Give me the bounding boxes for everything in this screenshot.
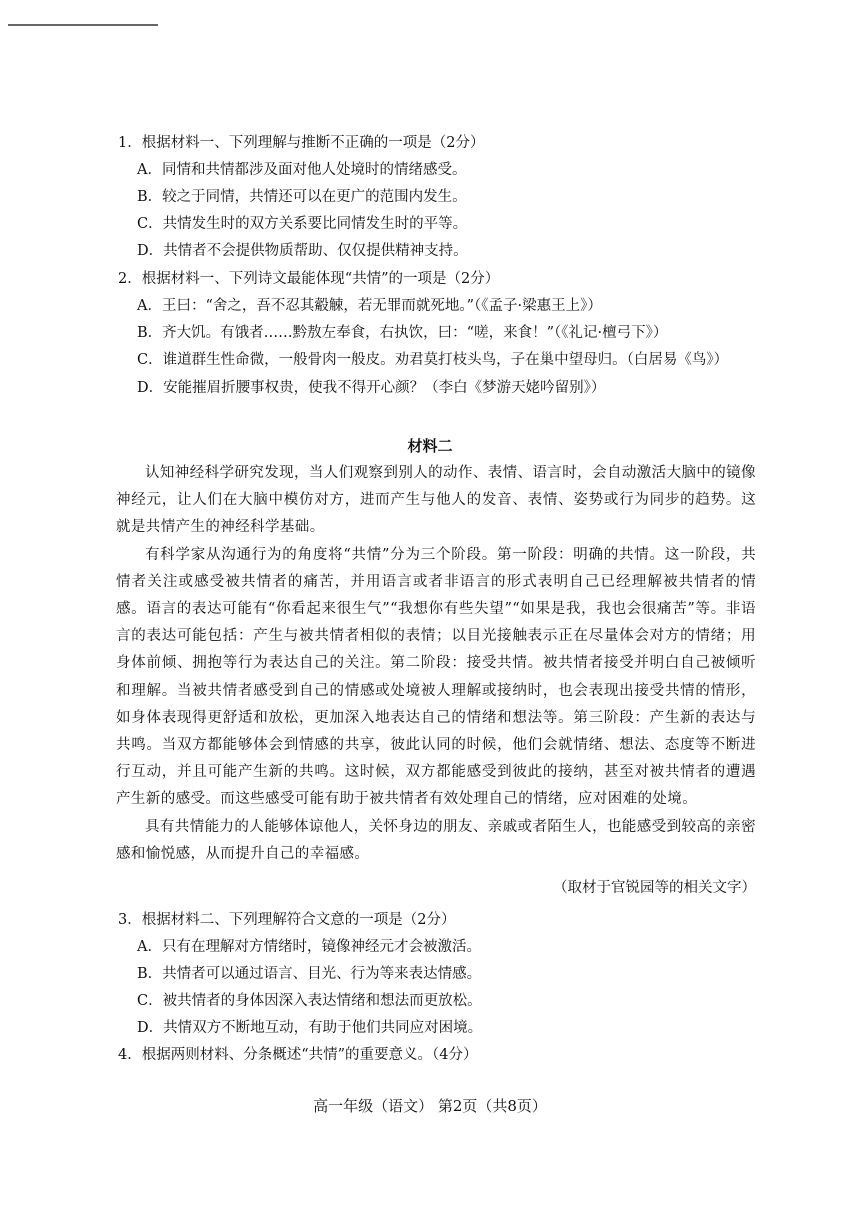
material-2-title: 材料二 xyxy=(407,437,453,455)
material-2-source: （取材于官锐园等的相关文字） xyxy=(553,880,756,896)
question-2-option-d: D．安能摧眉折腰事权贵，使我不得开心颜？（李白《梦游天姥吟留别》） xyxy=(137,380,606,396)
passage-paragraph-2: 有科学家从沟通行为的角度将“共情”分为三个阶段。第一阶段：明确的共情。这一阶段，共情者关注或感受被共情者的痛苦，并用语言或者非语言的形式表明自己已经理解被共情者的情感。语言的表达可能有“你看起来很生气”“我想你有些失望”“如果是我，我也会很痛苦”等。非语言的表达可能包括：产生与被共情者相似的表情；以目光接触表示正在尽量体会对方的情绪；用身体前倾、拥抱等行为表达自己的关注。第二阶段：接受共情。被共情者接受并明白自己被倾听和理解。当被共情者感受到自己的情感或处境被人理解或接纳时，也会表现出接受共情的情形，如身体表现得更舒适和放松，更加深入地表达自己的情绪和想法等。第三阶段：产生新的表达与共鸣。当双方都能够体会到情感的共享，彼此认同的时候，他们会就情绪、想法、态度等不断进行互动，并且可能产生新的共鸣。这时候，双方都能感受到彼此的接纳，甚至对被共情者的遭遇产生新的感受。而这些感受可能有助于被共情者有效处理自己的情绪，应对困难的处境。 xyxy=(116,546,756,808)
question-3-stem: 3．根据材料二、下列理解符合文意的一项是（2分） xyxy=(118,912,456,928)
question-1-option-d: D．共情者不会提供物质帮助、仅仅提供精神支持。 xyxy=(137,243,468,259)
question-4-stem: 4．根据两则材料、分条概述“共情”的重要意义。（4分） xyxy=(118,1047,478,1063)
question-2-option-b: B．齐大饥。有饿者……黔敖左奉食，右执饮，曰：“嗟，来食！”（《礼记·檀弓下》） xyxy=(137,325,668,341)
passage-paragraph-3: 具有共情能力的人能够体谅他人，关怀身边的朋友、亲戚或者陌生人，也能感受到较高的亲密感和愉悦感，从而提升自己的幸福感。 xyxy=(116,818,756,862)
question-1-option-a: A．同情和共情都涉及面对他人处境时的情绪感受。 xyxy=(137,162,467,178)
question-3-option-c: C．被共情者的身体因深入表达情绪和想法而更放松。 xyxy=(137,993,482,1009)
question-2-stem: 2．根据材料一、下列诗文最能体现“共情”的一项是（2分） xyxy=(118,271,500,287)
question-1-option-b: B．较之于同情，共情还可以在更广的范围内发生。 xyxy=(137,189,467,205)
passage-paragraph-1: 认知神经科学研究发现，当人们观察到别人的动作、表情、语言时，会自动激活大脑中的镜像神经元，让人们在大脑中模仿对方，进而产生与他人的发音、表情、姿势或行为同步的趋势。这就是共情产生的神经科学基础。 xyxy=(116,465,756,536)
question-3-option-a: A．只有在理解对方情绪时，镜像神经元才会被激活。 xyxy=(137,939,481,955)
header-rule xyxy=(8,24,158,26)
question-1-option-c: C．共情发生时的双方关系要比同情发生时的平等。 xyxy=(137,216,468,232)
question-3-option-d: D．共情双方不断地互动，有助于他们共同应对困境。 xyxy=(137,1020,483,1036)
question-2-option-c: C．谁道群生性命微，一般骨肉一般皮。劝君莫打枝头鸟，子在巢中望母归。（白居易《鸟》） xyxy=(137,352,729,368)
material-2-passage xyxy=(116,460,756,868)
question-1-stem: 1．根据材料一、下列理解与推断不正确的一项是（2分） xyxy=(118,135,485,151)
question-3-option-b: B．共情者可以通过语言、目光、行为等来表达情感。 xyxy=(137,966,482,982)
page-footer: 高一年级（语文） 第2页（共8页） xyxy=(313,1097,547,1115)
question-2-option-a: A．王曰：“舍之，吾不忍其觳觫，若无罪而就死地。”（《孟子·梁惠王上》） xyxy=(137,298,602,314)
